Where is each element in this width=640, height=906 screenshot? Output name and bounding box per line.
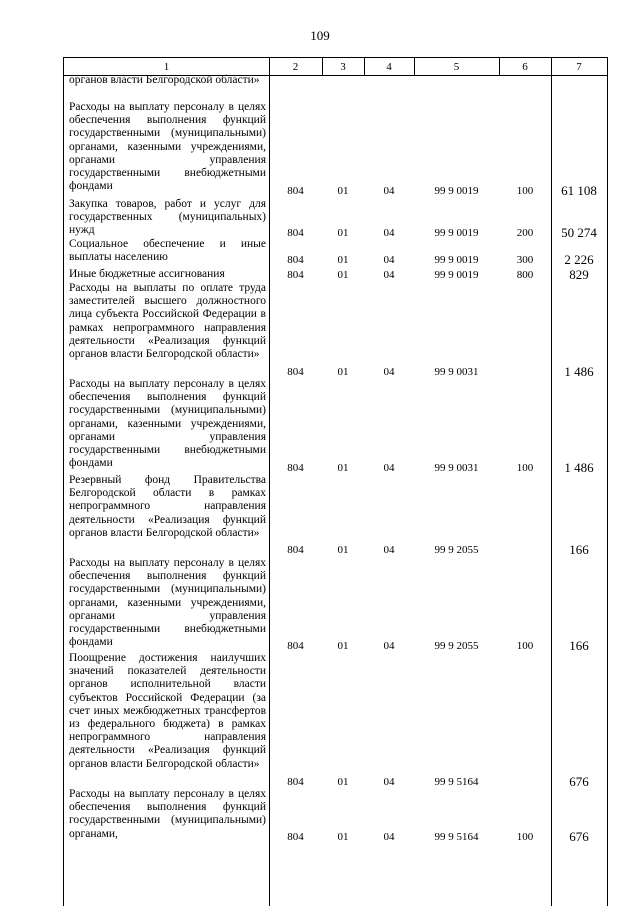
row-description: Расходы на выплаты по оплате труда заместителей высшего должностного лица субъекта Российской Федерации в рамках непрограммного направления деятельности «Реализация функций органов власти Белгородской области» [69,282,266,361]
row-expense-type: 100 [516,462,534,474]
column-divider [414,58,415,76]
row-section: 01 [337,640,349,652]
row-target: 99 9 5164 [434,831,479,843]
row-sum: 676 [569,774,589,789]
column-divider [322,58,323,76]
row-section: 01 [337,544,349,556]
row-gov-code: 804 [287,776,304,788]
row-section: 01 [337,254,349,266]
row-target: 99 9 0031 [434,462,479,474]
row-gov-code: 804 [287,185,304,197]
row-subsection: 04 [383,185,395,197]
row-gov-code: 804 [287,462,304,474]
row-section: 01 [337,831,349,843]
row-subsection: 04 [383,640,395,652]
header-col-7: 7 [576,61,582,73]
row-section: 01 [337,227,349,239]
row-sum: 166 [569,542,589,557]
row-target: 99 9 2055 [434,640,479,652]
row-gov-code: 804 [287,544,304,556]
row-gov-code: 804 [287,831,304,843]
row-description: Поощрение достижения наилучших значений показателей деятельности органов исполнительной власти субъектов Российской Федерации (за счет иных межбюджетных трансфертов из федерального бюджета) в рамках непрограммного направления деятельности «Реализация функций органов власти Белгородской области» [69,652,266,770]
column-divider [269,58,270,906]
row-description: Расходы на выплату персоналу в целях обеспечения выполнения функций государственными (муниципальными) органами, казенными учреждениями, органами управления государственными внебюджетными фондами [69,378,266,470]
row-section: 01 [337,462,349,474]
row-target: 99 9 0019 [434,227,479,239]
row-sum: 1 486 [564,460,594,475]
row-target: 99 9 0019 [434,254,479,266]
row-section: 01 [337,776,349,788]
row-target: 99 9 5164 [434,776,479,788]
row-description: Резервный фонд Правительства Белгородской области в рамках непрограммного направления деятельности «Реализация функций органов власти Белгородской области» [69,474,266,539]
row-sum: 829 [569,267,589,282]
row-sum: 50 274 [561,225,597,240]
row-expense-type: 100 [516,640,534,652]
header-col-2: 2 [292,61,299,73]
row-subsection: 04 [383,462,395,474]
column-divider [364,58,365,76]
row-sum: 61 108 [561,183,597,198]
row-target: 99 9 0031 [434,366,479,378]
row-sum: 1 486 [564,364,594,379]
row-gov-code: 804 [287,227,304,239]
row-expense-type: 300 [516,254,534,266]
row-subsection: 04 [383,544,395,556]
row-target: 99 9 2055 [434,544,479,556]
row-section: 01 [337,366,349,378]
row-gov-code: 804 [287,640,304,652]
budget-table [63,57,608,906]
row-description: органов власти Белгородской области» [69,74,260,86]
row-gov-code: 804 [287,254,304,266]
header-col-5: 5 [453,61,460,73]
row-description: Расходы на выплату персоналу в целях обеспечения выполнения функций государственными (муниципальными) органами, [69,788,266,840]
row-section: 01 [337,185,349,197]
header-col-1: 1 [163,61,170,73]
row-expense-type: 100 [516,185,534,197]
row-subsection: 04 [383,366,395,378]
row-description: Иные бюджетные ассигнования [69,268,225,280]
header-col-3: 3 [340,61,346,73]
row-expense-type: 200 [516,227,534,239]
row-expense-type: 100 [516,831,534,843]
header-col-4: 4 [386,61,392,73]
row-sum: 676 [569,829,589,844]
row-subsection: 04 [383,254,395,266]
page-number: 109 [310,28,330,43]
row-sum: 166 [569,638,589,653]
row-description: Расходы на выплату персоналу в целях обеспечения выполнения функций государственными (муниципальными) органами, казенными учреждениями, органами управления государственными внебюджетными фондами [69,557,266,649]
row-section: 01 [337,269,349,281]
column-divider [499,58,500,76]
row-target: 99 9 0019 [434,269,479,281]
row-subsection: 04 [383,269,395,281]
row-target: 99 9 0019 [434,185,479,197]
row-description: Расходы на выплату персоналу в целях обеспечения выполнения функций государственными (муниципальными) органами, казенными учреждениями, органами управления государственными внебюджетными фондами [69,101,266,193]
row-expense-type: 800 [516,269,534,281]
row-subsection: 04 [383,227,395,239]
row-description: Закупка товаров, работ и услуг для государственных (муниципальных) нужд [69,198,266,237]
row-gov-code: 804 [287,366,304,378]
header-col-6: 6 [522,61,528,73]
row-gov-code: 804 [287,269,304,281]
row-subsection: 04 [383,831,395,843]
row-description: Социальное обеспечение и иные выплаты населению [69,238,266,264]
row-subsection: 04 [383,776,395,788]
row-sum: 2 226 [564,252,594,267]
